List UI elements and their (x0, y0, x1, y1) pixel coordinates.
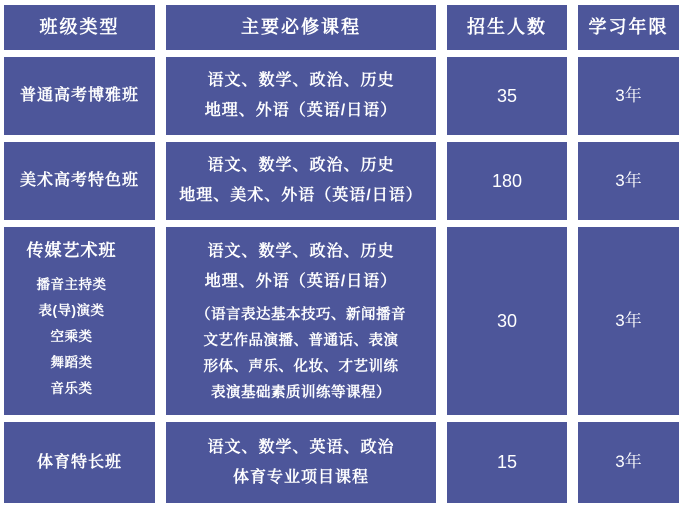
header-enrollment-label: 招生人数 (467, 17, 547, 38)
enrollment-value: 35 (496, 85, 518, 106)
courses-line: 地理、外语（英语/日语） (204, 102, 398, 119)
header-courses (166, 5, 436, 50)
courses-line: 语文、数学、政治、历史 (207, 72, 395, 89)
table-row-4-duration (578, 422, 679, 503)
enrollment-table (4, 5, 679, 503)
courses-line: 语文、数学、政治、历史 (207, 157, 395, 174)
courses-line: 地理、外语（英语/日语） (204, 272, 398, 290)
table-row-4-courses (166, 422, 436, 503)
courses-line: 体育专业项目课程 (232, 468, 369, 486)
courses-line: 地理、美术、外语（英语/日语） (179, 187, 423, 204)
duration-value: 3年 (615, 452, 642, 472)
class-type-label: 美术高考特色班 (19, 172, 139, 190)
table-row-2-courses (166, 142, 436, 220)
table-row-4-class-type (4, 422, 155, 503)
class-subtype: 舞蹈类 (50, 355, 93, 371)
table-row-2-class-type (4, 142, 155, 220)
courses-line: 语文、数学、政治、历史 (207, 242, 395, 260)
duration-value: 3年 (615, 170, 642, 190)
table-row-1-courses (166, 57, 436, 135)
table-row-1-class-type (4, 57, 155, 135)
courses-detail (196, 302, 406, 406)
table-row-1-enrollment (447, 57, 567, 135)
table-row-2-duration (578, 142, 679, 220)
class-type-label: 体育特长班 (36, 453, 122, 471)
courses-detail-line: 表演基础素质训练等课程） (211, 384, 391, 401)
duration-value: 3年 (615, 85, 642, 105)
table-row-4-enrollment (447, 422, 567, 503)
class-subtype: 表(导)演类 (38, 303, 105, 319)
enrollment-value: 180 (491, 170, 523, 191)
class-type-label: 普通高考博雅班 (19, 87, 139, 105)
courses-detail-line: （语言表达基本技巧、新闻播音 (196, 306, 406, 323)
table-row-2-enrollment (447, 142, 567, 220)
header-duration (578, 5, 679, 50)
courses-detail-line: 文艺作品演播、普通话、表演 (203, 332, 399, 349)
courses-line: 语文、数学、英语、政治 (207, 438, 395, 456)
enrollment-value: 15 (496, 452, 518, 473)
header-class-type-label: 班级类型 (39, 17, 120, 38)
class-subtype: 空乘类 (50, 329, 93, 345)
courses-detail-line: 形体、声乐、化妆、才艺训练 (203, 358, 399, 375)
class-subtype: 播音主持类 (36, 277, 107, 293)
table-row-3-duration (578, 227, 679, 415)
duration-value: 3年 (615, 310, 642, 330)
class-subtype: 音乐类 (50, 381, 93, 397)
header-enrollment (447, 5, 567, 50)
table-row-3-enrollment (447, 227, 567, 415)
table-row-1-duration (578, 57, 679, 135)
enrollment-value: 30 (496, 310, 518, 331)
header-duration-label: 学习年限 (588, 17, 669, 38)
courses-main (205, 237, 397, 297)
header-class-type (4, 5, 155, 50)
table-row-3-class-type (4, 227, 155, 415)
class-type-label: 传媒艺术班 (26, 240, 117, 260)
table-row-3-courses (166, 227, 436, 415)
header-courses-label: 主要必修课程 (241, 17, 361, 38)
